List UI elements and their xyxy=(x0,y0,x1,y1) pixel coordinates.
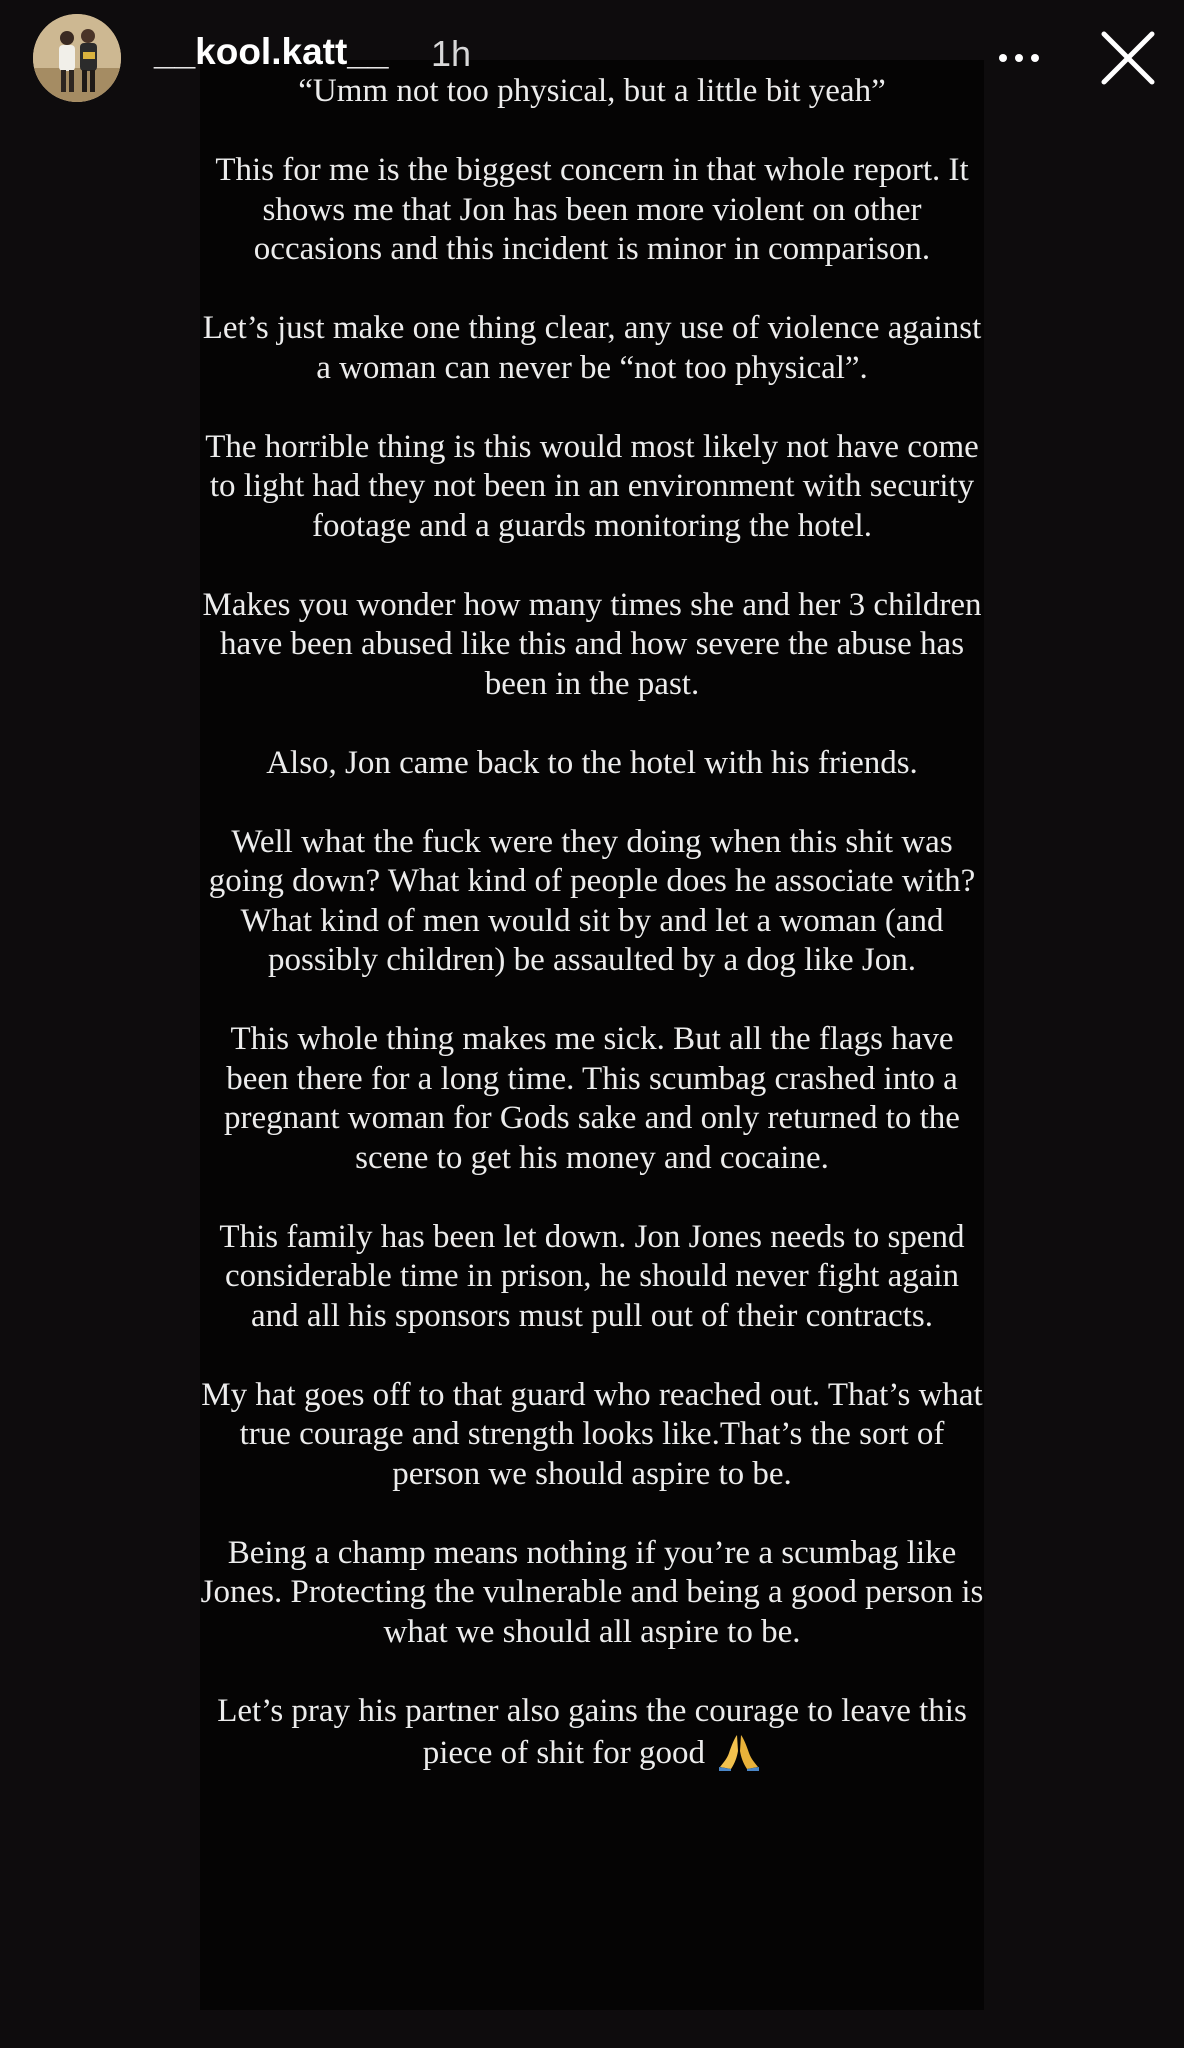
paragraph: Being a champ means nothing if you’re a scumbag like Jones. Protecting the vulnerable and being a good person is what we should all aspire to be. xyxy=(200,1534,984,1650)
paragraph: This family has been let down. Jon Jones needs to spend considerable time in prison, he should never fight again and all his sponsors must pull out of their contracts. xyxy=(219,1218,965,1334)
paragraph: This whole thing makes me sick. But all the flags have been there for a long time. This scumbag crashed into a pregnant woman for Gods sake and only returned to the scene to get his money and cocaine. xyxy=(224,1021,960,1176)
paragraph: Let’s just make one thing clear, any use of violence against a woman can never be “not too physical”. xyxy=(202,310,982,386)
last-paragraph-text: Let’s pray his partner also gains the courage to leave this piece of shit for good xyxy=(217,1692,967,1771)
avatar-photo-icon xyxy=(33,14,121,102)
praying-hands-emoji-icon xyxy=(717,1731,761,1771)
paragraph: Makes you wonder how many times she and her 3 children have been abused like this and how severe the abuse has been in the past. xyxy=(202,586,982,702)
story-text xyxy=(200,72,984,1813)
paragraph: Well what the fuck were they doing when this shit was going down? What kind of people does he associate with? What kind of men would sit by and let a woman (and possibly children) be assaulted by a dog like Jon. xyxy=(208,823,976,978)
paragraph: This for me is the biggest concern in that whole report. It shows me that Jon has been more violent on other occasions and this incident is minor in comparison. xyxy=(215,152,969,267)
close-icon[interactable] xyxy=(1098,28,1158,88)
last-paragraph xyxy=(200,1692,984,1774)
paragraph: “Umm not too physical, but a little bit yeah” xyxy=(298,73,886,109)
paragraph: The horrible thing is this would most likely not have come to light had they not been in an environment with security footage and a guards monitoring the hotel. xyxy=(205,428,979,544)
paragraph: My hat goes off to that guard who reached out. That’s what true courage and strength looks like.That’s the sort of person we should aspire to be. xyxy=(201,1376,983,1492)
paragraph: Also, Jon came back to the hotel with his friends. xyxy=(266,744,918,781)
timestamp: 1h xyxy=(431,33,472,74)
avatar[interactable] xyxy=(33,14,121,102)
username[interactable]: __kool.katt__ xyxy=(154,31,389,72)
more-options-icon[interactable] xyxy=(994,38,1044,78)
